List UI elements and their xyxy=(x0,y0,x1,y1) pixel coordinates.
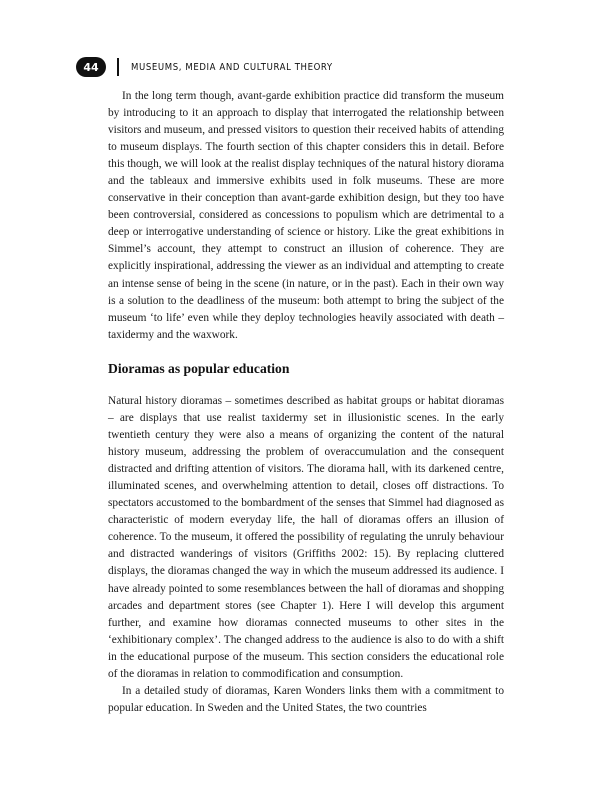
section-body-text xyxy=(108,393,504,717)
paragraph: In a detailed study of dioramas, Karen Wonders links them with a commitment to popular education. In Sweden and the United States, the two countries xyxy=(108,684,504,714)
header-divider xyxy=(117,58,119,76)
running-head xyxy=(76,56,333,78)
paragraph: In the long term though, avant-garde exhibition practice did transform the museum by introducing to it an approach to display that interrogated the relationship between visitors and museum, and pressed visitors to question their received habits of attending to museum displays. The fourth section of this chapter considers this in detail. Before this though, we will look at the realist display techniques of the natural history diorama and the tableaux and immersive exhibits used in folk museums. These are more conservative in their conception than avant-garde exhibition design, but they too have been controversial, considered as concessions to populism which are detrimental to a deep or interrogative understanding of science or history. Like the great exhibitions in Simmel’s account, they attempt to construct an illusion of coherence. They are explicitly inspirational, addressing the viewer as an individual and attempting to create an intense sense of being in the scene (in nature, or in the past). Each in their own way is a solution to the deadliness of the museum: both attempt to bring the subject of the museum ‘to life’ even while they deploy technologies heavily associated with death – taxidermy and the waxwork. xyxy=(108,90,505,341)
page-number: 44 xyxy=(76,57,106,77)
section-intro-text xyxy=(108,88,504,344)
paragraph: Natural history dioramas – sometimes described as habitat groups or habitat dioramas – are displays that use realist taxidermy set in illusionistic scenes. In the early twentieth century they were also a means of organizing the content of the natural history museum, addressing the problem of overaccumulation and the consequent distracted and drifting attention of visitors. The diorama hall, with its darkened centre, illuminated scenes, and overwhelming attention to detail, closes off distractions. To spectators accustomed to the bombardment of the senses that Simmel had diagnosed as characteristic of modern everyday life, the hall of dioramas offers an illusion of coherence. To the museum, it offered the possibility of regulating the unruly behaviour and distracted wanderings of visitors (Griffiths 2002: 15). By replacing cluttered displays, the dioramas changed the way in which the museum addressed its audience. I have already pointed to some resemblances between the hall of dioramas and shopping arcades and department stores (see Chapter 1). Here I will develop this argument further, and examine how dioramas connected museums to other sites in the ‘exhibitionary complex’. The changed address to the audience is also to do with a shift in the educational purpose of the museum. This section considers the educational role of the dioramas in relation to commodification and consumption. xyxy=(108,395,504,680)
running-title: MUSEUMS, MEDIA AND CULTURAL THEORY xyxy=(131,61,333,73)
section-heading: Dioramas as popular education xyxy=(108,361,290,376)
